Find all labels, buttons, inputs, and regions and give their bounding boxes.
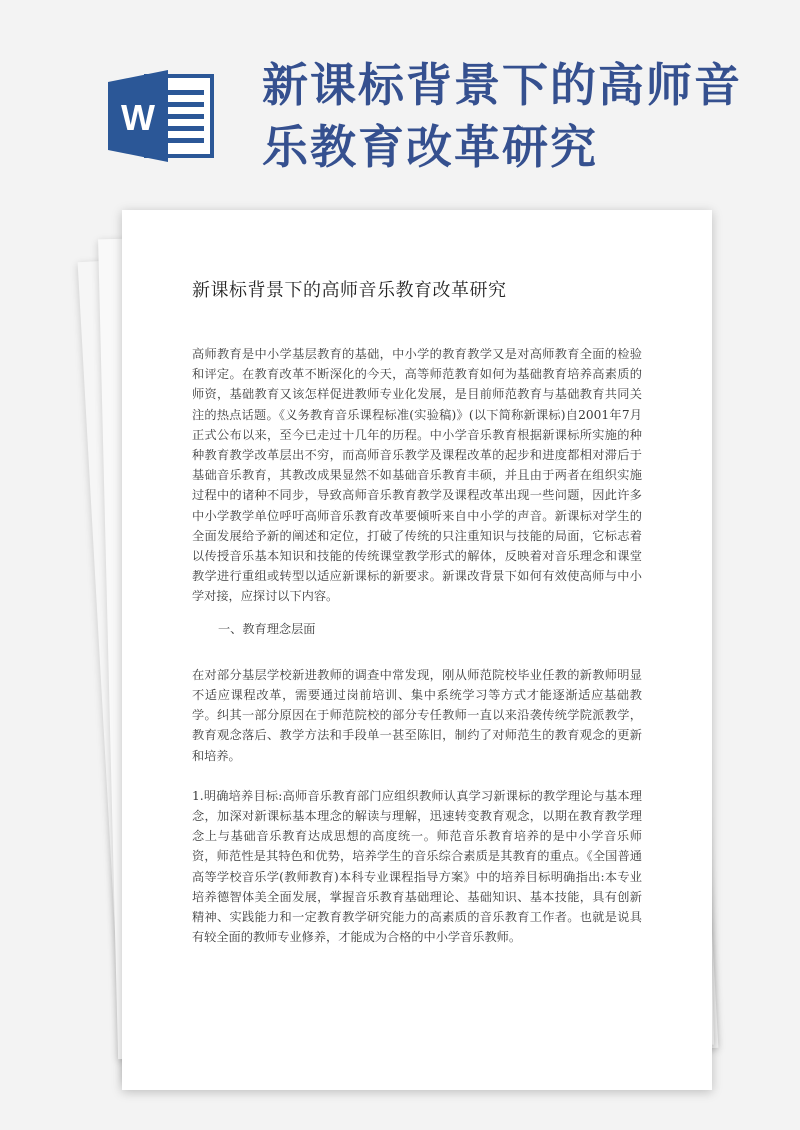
document-title: 新课标背景下的高师音乐教育改革研究 [192, 280, 507, 301]
section-heading: 一、教育理念层面 [218, 621, 316, 636]
word-icon-letter: W [121, 97, 155, 138]
document-page [122, 210, 712, 1090]
header-title: 新课标背景下的高师音乐教育改革研究 [262, 58, 742, 174]
body-paragraph: 在对部分基层学校新进教师的调查中常发现，刚从师范院校毕业任教的新教师明显不适应课程改革，需要通过岗前培训、集中系统学习等方式才能逐渐适应基础教学。纠其一部分原因在于师范院校的部分专任教师一直以来沿袭传统学院派教学，教育观念落后、教学方法和手段单一甚至陈旧，制约了对师范生的教育观念的更新和培养。 [192, 667, 642, 763]
body-paragraph: 高师教育是中小学基层教育的基础，中小学的教育教学又是对高师教育全面的检验和评定。在教育改革不断深化的今天，高等师范教育如何为基础教育培养高素质的师资，基础教育又该怎样促进教师专业化发展，是目前师范教育与基础教育共同关注的热点话题。《义务教育音乐课程标准(实验稿)》(以下简称新课标)自2001年7月正式公布以来，至今已走过十几年的历程。中小学音乐教育根据新课标所实施的种种教育教学改革层出不穷，而高师音乐教学及课程改革的起步和进度都相对滞后于基础音乐教育，其教改成果显然不如基础音乐教育丰硕，并且由于两者在组织实施过程中的诸种不同步，导致高师音乐教育教学及课程改革出现一些问题，因此许多中小学教学单位呼吁高师音乐教育改革要倾听来自中小学的声音。新课标对学生的全面发展给予新的阐述和定位，打破了传统的只注重知识与技能的局面，它标志着以传授音乐基本知识和技能的传统课堂教学形式的解体，反映着对音乐理念和课堂教学进行重组或转型以适应新课标的新要求。新课改背景下如何有效使高师与中小学对接，应探讨以下内容。 [192, 347, 642, 604]
body-paragraph: 1.明确培养目标:高师音乐教育部门应组织教师认真学习新课标的教学理论与基本理念，加深对新课标基本理念的解读与理解，迅速转变教育观念，以期在教育教学理念上与基础音乐教育达成思想的高度统一。师范音乐教育培养的是中小学音乐师资，师范性是其特色和优势，培养学生的音乐综合素质是其教育的重点。《全国普通高等学校音乐学(教师教育)本科专业课程指导方案》中的培养目标明确指出:本专业培养德智体美全面发展，掌握音乐教育基础理论、基础知识、基本技能，具有创新精神、实践能力和一定教育教学研究能力的高素质的音乐教育工作者。也就是说具有较全面的教师专业修养，才能成为合格的中小学音乐教师。 [192, 788, 642, 945]
header-area [0, 0, 800, 210]
word-doc-icon [108, 70, 218, 162]
